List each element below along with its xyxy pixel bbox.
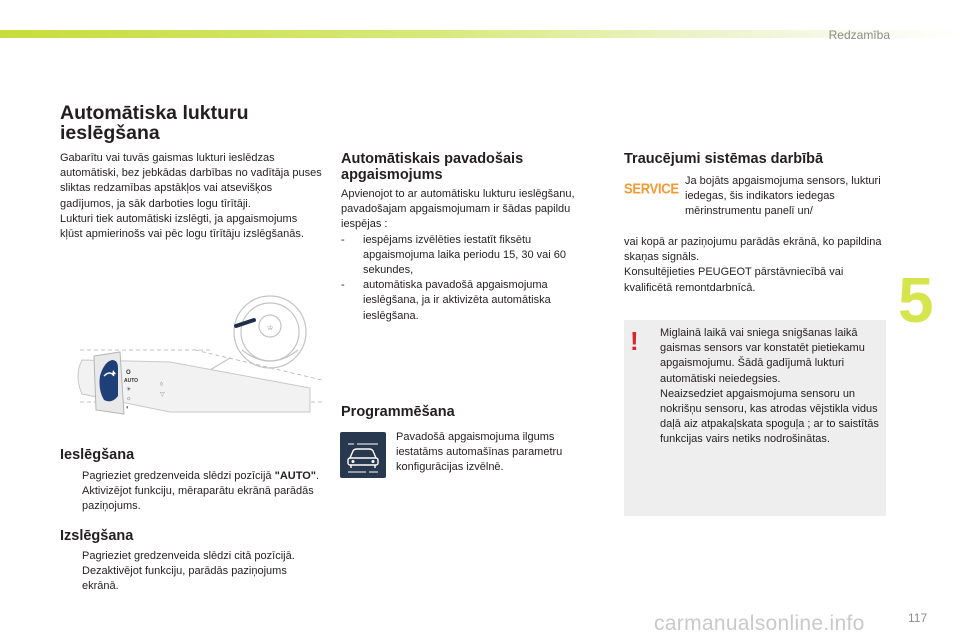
fault-text-2 [624,235,886,296]
follow-me-text [341,187,591,324]
notice-paragraph: Neaizsedziet apgaismojuma sensoru un nokrišņu sensoru, kas atrodas vējstikla vidus daļā aiz atpakaļskata spoguļa ; ar to saistītās funkcijas vairs netiks nodrošinātas. [660,387,879,446]
intro-paragraph: Lukturi tiek automātiski izslēgti, ja apgaismojums kļūst apmierinošs vai pēc logu tīrītāju izslēgšanās. [60,212,304,241]
follow-me-intro: Apvienojot to ar automātisku lukturu ieslēgšanu, pavadošajam apgaismojumam ir šādas papildu iespējas : [341,188,575,231]
list-item-text: iespējams izvēlēties iestatīt fiksētu apgaismojuma laika periodu 15, 30 vai 60 sekundes, [363,233,567,277]
svg-text:O: O [126,370,131,376]
svg-text:◐: ◐ [126,405,130,411]
intro-paragraph: Gabarītu vai tuvās gaismas lukturi ieslēdzas automātiski, bez jebkādas darbības no vadītāja puses sliktas redzamības apstākļos vai atsevišķos gadījumos, ja sāk darboties logu tīrītāji. [60,152,322,210]
switch-on-heading: Ieslēgšana [60,447,135,463]
follow-me-heading: Automātiskais pavadošais apgaismojums [341,151,524,183]
warning-notice [624,320,886,516]
fault-paragraph: Konsultējieties PEUGEOT pārstāvniecībā vai kvalificētā remontdarbnīcā. [624,266,844,294]
switch-off-heading: Izslēgšana [60,528,134,544]
programming-heading: Programmēšana [341,404,455,420]
car-settings-icon [340,432,386,478]
list-item [341,233,591,279]
notice-paragraph: Miglainā laikā vai sniega snigšanas laikā gaismas sensors var konstatēt pietiekamu apgaismojumu. Šādā gadījumā lukturi automātiski neiedegsies. [660,327,865,385]
exclamation-icon: ! [630,326,639,356]
dash-mark: - [341,233,345,246]
svg-text:◊: ◊ [160,382,163,388]
faults-heading: Traucējumi sistēmas darbībā [624,151,824,167]
watermark: carmanualsonline.info [654,612,865,635]
fault-paragraph: vai kopā ar paziņojumu parādās ekrānā, ko papildina skaņas signāls. [624,236,882,264]
dash-mark: - [341,279,345,292]
page-title: Automātiska lukturu ieslēgšana [60,102,249,144]
chapter-number: 5 [898,264,934,336]
notice-text [660,326,882,448]
light-switch-illustration [60,290,322,438]
list-item [341,278,591,324]
switch-off-text [60,549,322,595]
intro-text [60,151,322,242]
svg-text:▽: ▽ [160,392,165,398]
switch-on-text-end: . Aktivizējot funkciju, mēraparātu ekrānā parādās paziņojums. [82,470,320,513]
programming-text: Pavadošā apgaismojuma ilgums iestatāms automašīnas parametru konfigurācijas izvēlnē. [396,431,563,474]
svg-text:♔: ♔ [267,325,274,332]
section-title: Redzamība [828,28,890,42]
switch-auto-label: AUTO [124,378,139,384]
service-warning-icon: SERVICE [624,179,679,197]
switch-off-body: Pagrieziet gredzenveida slēdzi citā pozīcijā. Dezaktivējot funkciju, parādās paziņojums ekrānā. [82,550,295,593]
svg-text:☀: ☀ [126,387,132,393]
switch-on-text-start: Pagrieziet gredzenveida slēdzi pozīcijā [82,470,275,482]
svg-text:☼: ☼ [126,396,132,402]
fault-text-1: Ja bojāts apgaismojuma sensors, lukturi iedegas, šis indikators iedegas mērinstrumentu panelī un/ [685,175,881,218]
switch-on-auto: "AUTO" [274,470,317,482]
list-item-text: automātiska pavadošā apgaismojuma ieslēgšana, ja ir aktivizēta automātiska ieslēgšana. [363,279,551,322]
page-number: 117 [908,611,928,625]
switch-on-text [60,469,322,515]
